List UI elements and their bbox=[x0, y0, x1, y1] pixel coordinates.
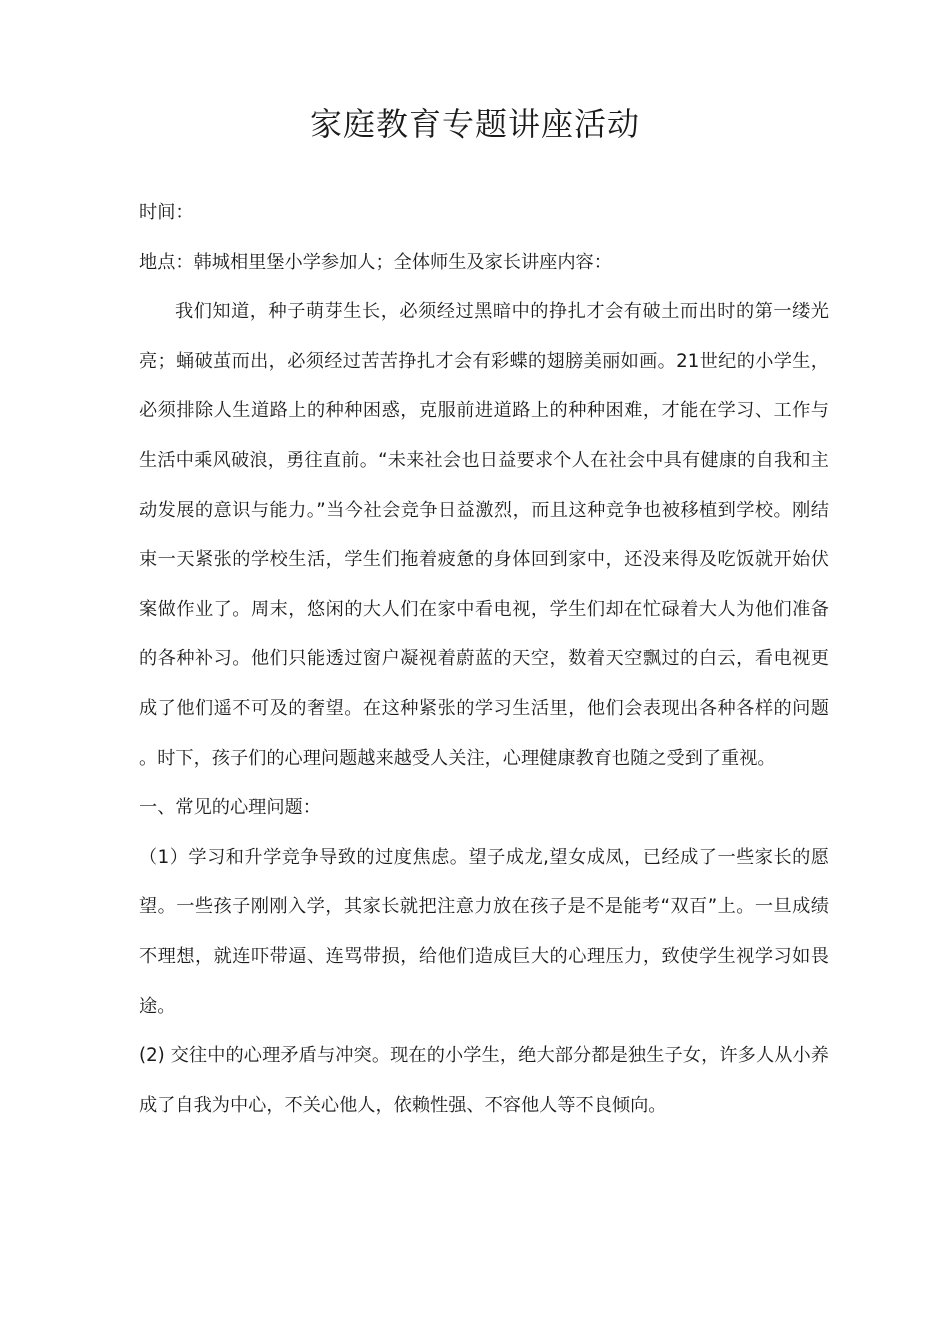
document-body bbox=[139, 188, 829, 1130]
list-item-1: （1）学习和升学竞争导致的过度焦虑。望子成龙,望女成凤，已经成了一些家长的愿望。一些孩子刚刚入学，其家长就把注意力放在孩子是不是能考“双百”上。一旦成绩不理想，就连吓带逼、连骂带损，给他们造成巨大的心理压力，致使学生视学习如畏途。 bbox=[139, 846, 829, 1017]
place-line: 地点：韩城相里堡小学参加人；全体师生及家长讲座内容： bbox=[139, 251, 612, 273]
time-line: 时间： bbox=[139, 202, 194, 223]
intro-paragraph: 我们知道，种子萌芽生长，必须经过黑暗中的挣扎才会有破土而出时的第一缕光亮；蛹破茧而出，必须经过苦苦挣扎才会有彩蝶的翅膀美丽如画。21世纪的小学生，必须排除人生道路上的种种困惑，克服前进道路上的种种困难，才能在学习、工作与生活中乘风破浪，勇往直前。“未来社会也日益要求个人在社会中具有健康的自我和主动发展的意识与能力。”当今社会竞争日益激烈，而且这种竞争也被移植到学校。刚结束一天紧张的学校生活，学生们拖着疲惫的身体回到家中，还没来得及吃饭就开始伏案做作业了。周末，悠闲的大人们在家中看电视，学生们却在忙碌着大人为他们准备的各种补习。他们只能透过窗户凝视着蔚蓝的天空，数着天空飘过的白云，看电视更成了他们遥不可及的奢望。在这种紧张的学习生活里，他们会表现出各种各样的问题。时下，孩子们的心理问题越来越受人关注，心理健康教育也随之受到了重视。 bbox=[139, 301, 829, 769]
list-item-2: (2) 交往中的心理矛盾与冲突。现在的小学生，绝大部分都是独生子女，许多人从小养成了自我为中心，不关心他人，依赖性强、不容他人等不良倾向。 bbox=[139, 1045, 829, 1116]
section-heading: 一、常见的心理问题： bbox=[139, 797, 321, 819]
document-title: 家庭教育专题讲座活动 bbox=[309, 105, 640, 143]
